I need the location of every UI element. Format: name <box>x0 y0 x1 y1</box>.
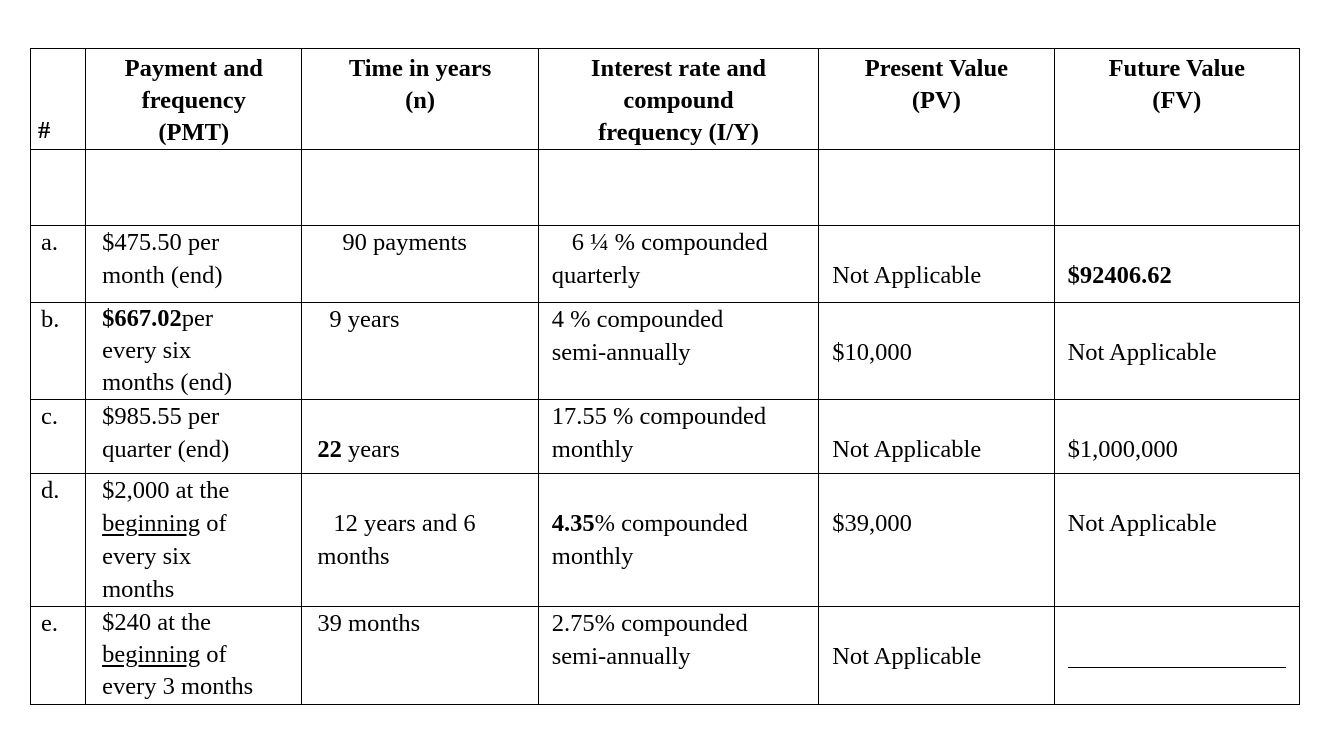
pmt-cell: $667.02per every six months (end) <box>86 303 302 400</box>
pmt-cell: $985.55 per quarter (end) <box>86 400 302 474</box>
table-row <box>31 607 1300 705</box>
n-cell: 9 years <box>302 303 538 400</box>
n-cell: 39 months <box>302 607 538 705</box>
header-n: Time in years (n) <box>302 49 538 150</box>
header-num: # <box>31 49 86 150</box>
table-cell <box>302 150 538 226</box>
fv-cell: $1,000,000 <box>1054 400 1299 474</box>
table-row <box>31 226 1300 303</box>
iy-cell: 2.75% compounded semi-annually <box>538 607 818 705</box>
header-pv: Present Value (PV) <box>819 49 1054 150</box>
empty-row <box>31 150 1300 226</box>
header-iy: Interest rate and compound frequency (I/Y) <box>538 49 818 150</box>
table-cell <box>819 150 1054 226</box>
table-row <box>31 474 1300 607</box>
iy-cell: 4.35% compounded monthly <box>538 474 818 607</box>
pmt-cell: $2,000 at the beginning of every six months <box>86 474 302 607</box>
table-row <box>31 303 1300 400</box>
fv-cell: Not Applicable <box>1054 474 1299 607</box>
table-cell <box>86 150 302 226</box>
iy-cell: 17.55 % compounded monthly <box>538 400 818 474</box>
iy-cell: 4 % compounded semi-annually <box>538 303 818 400</box>
pmt-cell: $475.50 per month (end) <box>86 226 302 303</box>
answer-blank-line <box>1068 667 1286 668</box>
pv-cell: Not Applicable <box>819 607 1054 705</box>
iy-cell: 6 ¼ % compounded quarterly <box>538 226 818 303</box>
pv-cell: $39,000 <box>819 474 1054 607</box>
n-cell: 90 payments <box>302 226 538 303</box>
header-pmt: Payment and frequency (PMT) <box>86 49 302 150</box>
row-label: b. <box>31 303 86 400</box>
header-row <box>31 49 1300 150</box>
fv-cell <box>1054 607 1299 705</box>
n-cell: 12 years and 6 months <box>302 474 538 607</box>
row-label: c. <box>31 400 86 474</box>
pv-cell: Not Applicable <box>819 400 1054 474</box>
row-label: a. <box>31 226 86 303</box>
fv-cell: Not Applicable <box>1054 303 1299 400</box>
fv-cell: $92406.62 <box>1054 226 1299 303</box>
n-cell: 22 years <box>302 400 538 474</box>
pmt-cell: $240 at the beginning of every 3 months <box>86 607 302 705</box>
table-cell <box>1054 150 1299 226</box>
row-label: e. <box>31 607 86 705</box>
table-cell <box>31 150 86 226</box>
table-row <box>31 400 1300 474</box>
tvm-table <box>30 48 1300 705</box>
pv-cell: $10,000 <box>819 303 1054 400</box>
header-fv: Future Value (FV) <box>1054 49 1299 150</box>
pv-cell: Not Applicable <box>819 226 1054 303</box>
table-cell <box>538 150 818 226</box>
row-label: d. <box>31 474 86 607</box>
